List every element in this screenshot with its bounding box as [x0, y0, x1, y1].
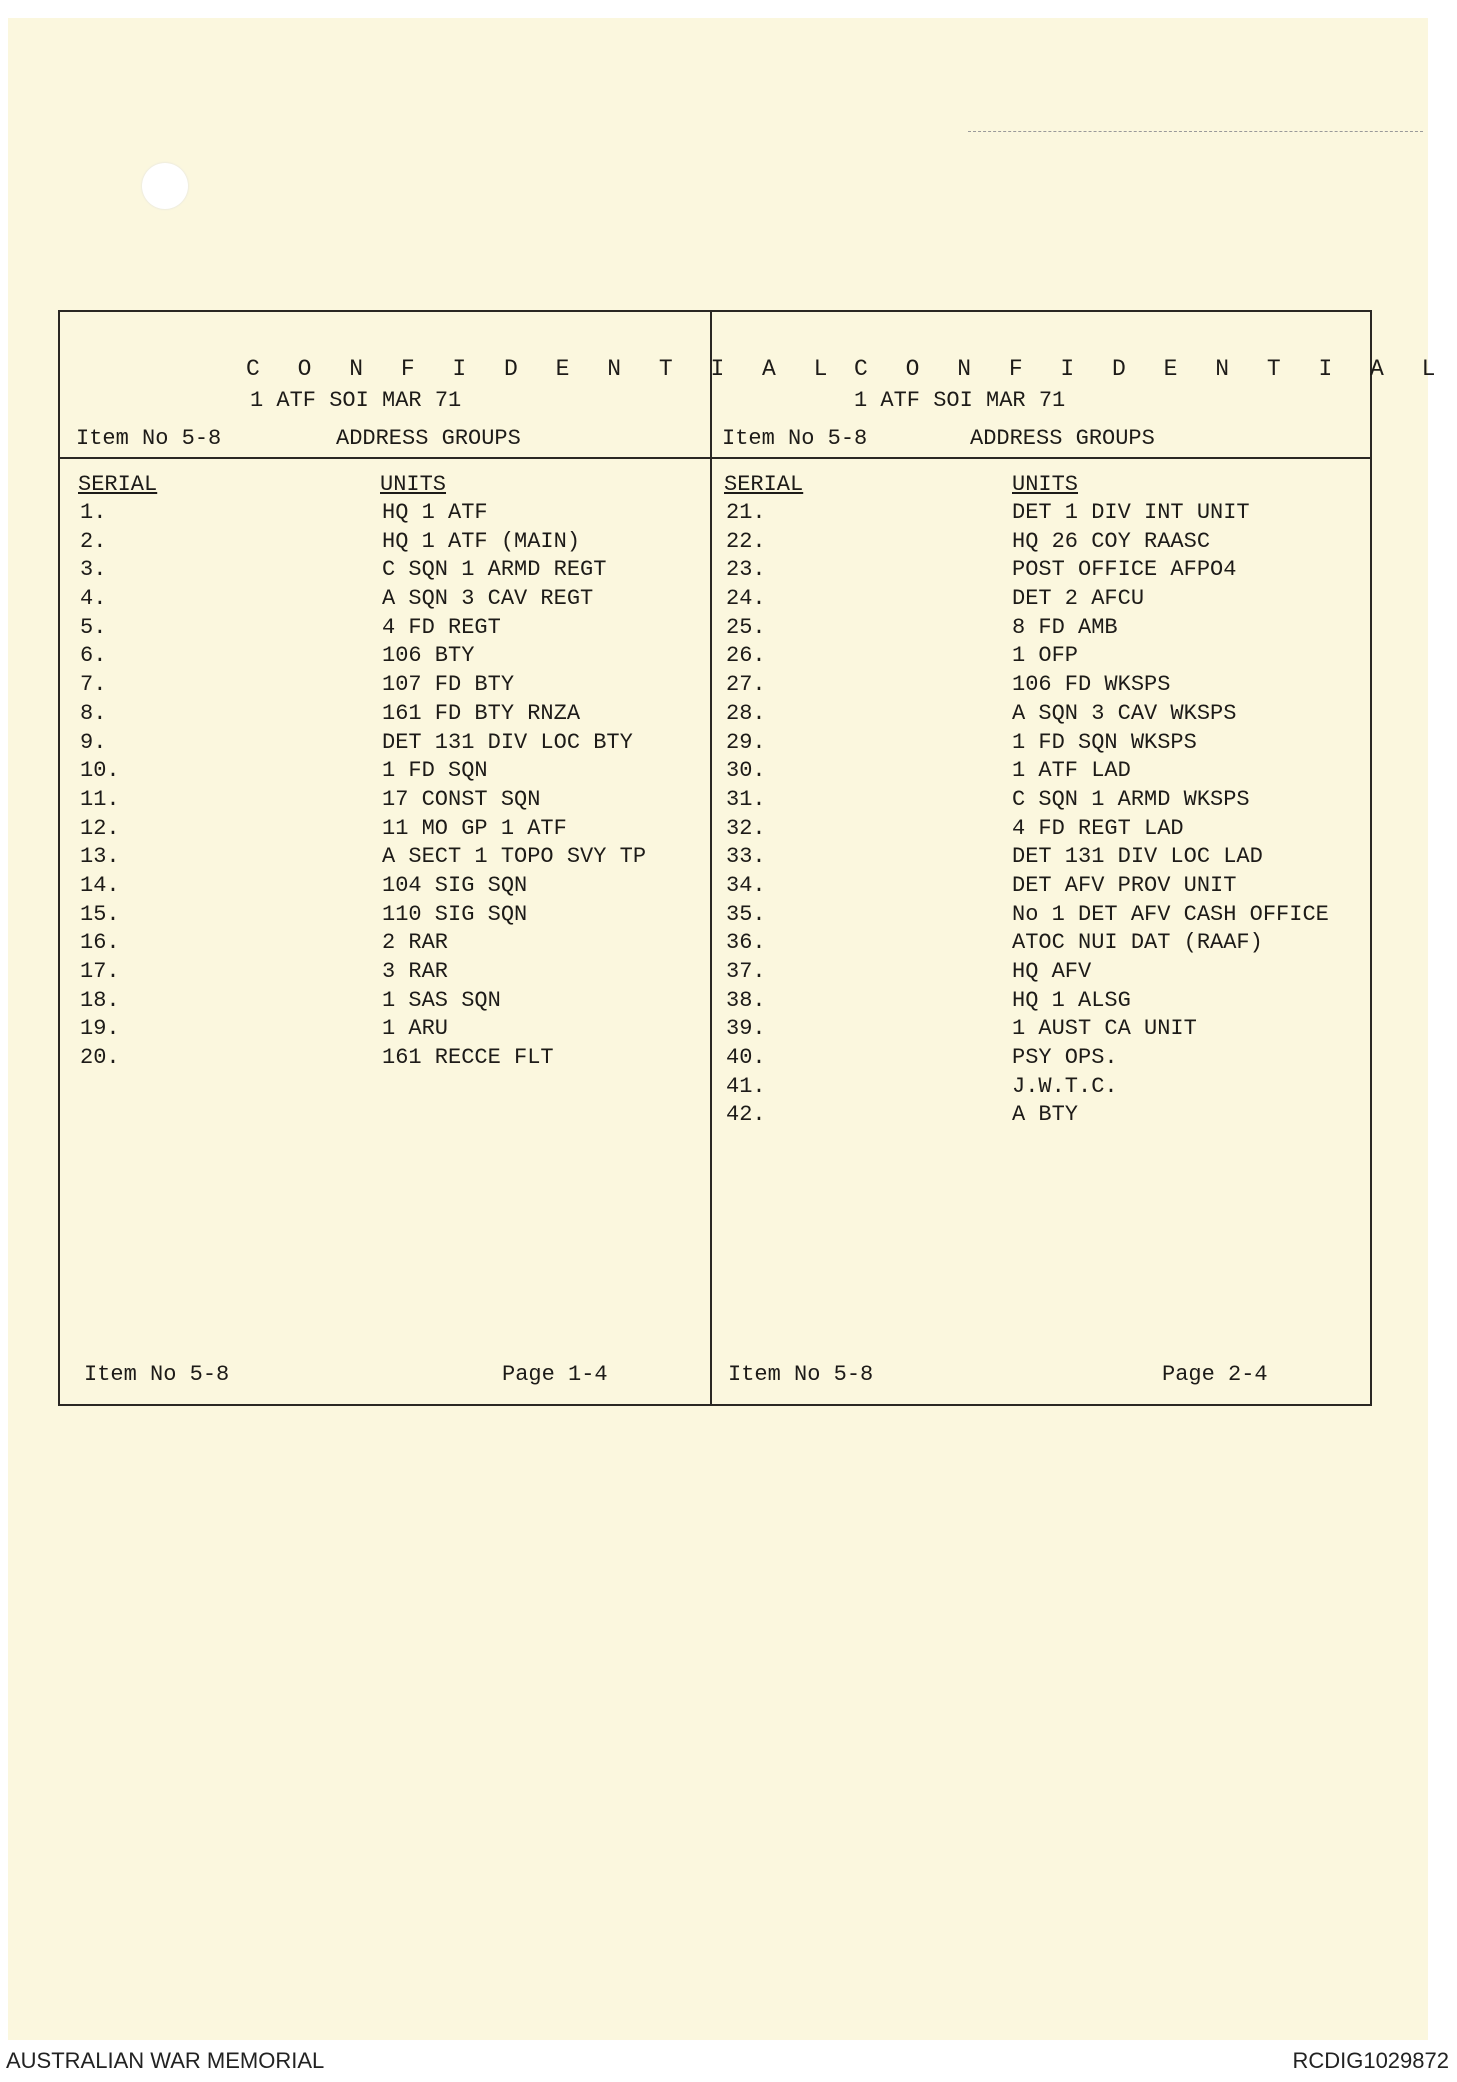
address-groups-sheet [58, 310, 1448, 1406]
unit-name: 104 SIG SQN [382, 872, 528, 898]
unit-name: 106 FD WKSPS [1012, 672, 1171, 698]
serial-number: 39. [726, 1016, 766, 1042]
list-item [712, 873, 1362, 902]
unit-name: 1 FD SQN [382, 758, 488, 784]
list-item [712, 844, 1362, 873]
serial-number: 9. [80, 729, 107, 755]
unit-name: J.W.T.C. [1012, 1073, 1118, 1099]
serial-number: 19. [80, 1016, 120, 1042]
soi-line: 1 ATF SOI MAR 71 [854, 388, 1066, 413]
classification-heading: C O N F I D E N T I A L [854, 356, 1448, 382]
footer-item-number: Item No 5-8 [84, 1362, 230, 1387]
serial-number: 22. [726, 528, 766, 554]
unit-name: 8 FD AMB [1012, 614, 1118, 640]
unit-name: DET 2 AFCU [1012, 586, 1145, 612]
serial-number: 20. [80, 1045, 120, 1071]
unit-name: 4 FD REGT [382, 614, 501, 640]
serial-number: 15. [80, 901, 120, 927]
unit-name: HQ 1 ATF (MAIN) [382, 528, 581, 554]
section-title: ADDRESS GROUPS [970, 426, 1155, 451]
list-item [60, 902, 710, 931]
list-item [60, 787, 710, 816]
serial-number: 31. [726, 786, 766, 812]
serial-number: 23. [726, 557, 766, 583]
list-item [712, 586, 1362, 615]
serial-column-header: SERIAL [724, 472, 804, 497]
soi-line: 1 ATF SOI MAR 71 [250, 388, 462, 413]
list-item [60, 988, 710, 1017]
unit-name: 4 FD REGT LAD [1012, 815, 1184, 841]
list-item [60, 557, 710, 586]
list-item [60, 615, 710, 644]
serial-number: 25. [726, 614, 766, 640]
list-item [60, 816, 710, 845]
serial-number: 3. [80, 557, 107, 583]
unit-name: PSY OPS. [1012, 1045, 1118, 1071]
unit-name: HQ 1 ATF [382, 500, 488, 525]
unit-name: ATOC NUI DAT (RAAF) [1012, 930, 1263, 956]
list-item [60, 701, 710, 730]
serial-number: 12. [80, 815, 120, 841]
classification-heading: C O N F I D E N T I A L [246, 356, 840, 382]
serial-number: 32. [726, 815, 766, 841]
unit-name: DET 131 DIV LOC BTY [382, 729, 633, 755]
unit-name: 11 MO GP 1 ATF [382, 815, 567, 841]
list-item [712, 529, 1362, 558]
list-item [712, 1102, 1362, 1131]
list-item [60, 959, 710, 988]
serial-number: 33. [726, 844, 766, 870]
list-item [60, 643, 710, 672]
unit-name: A SECT 1 TOPO SVY TP [382, 844, 647, 870]
list-item [712, 615, 1362, 644]
serial-number: 26. [726, 643, 766, 669]
unit-name: 2 RAR [382, 930, 449, 956]
unit-name: C SQN 1 ARMD REGT [382, 557, 607, 583]
list-item [712, 902, 1362, 931]
list-item [712, 1074, 1362, 1103]
unit-name: No 1 DET AFV CASH OFFICE [1012, 901, 1329, 927]
page-number: Page 1-4 [502, 1362, 608, 1387]
list-item [60, 586, 710, 615]
list-item [712, 758, 1362, 787]
document-paper [8, 18, 1448, 2040]
serial-number: 42. [726, 1102, 766, 1128]
serial-number: 40. [726, 1045, 766, 1071]
list-item [712, 930, 1362, 959]
serial-number: 24. [726, 586, 766, 612]
unit-name: HQ 1 ALSG [1012, 987, 1131, 1013]
unit-name: 106 BTY [382, 643, 475, 669]
unit-name: DET 131 DIV LOC LAD [1012, 844, 1263, 870]
list-item [712, 701, 1362, 730]
unit-name: HQ 26 COY RAASC [1012, 528, 1211, 554]
serial-number: 8. [80, 700, 107, 726]
serial-number: 37. [726, 959, 766, 984]
list-item [60, 930, 710, 959]
unit-name: 1 FD SQN WKSPS [1012, 729, 1197, 755]
serial-number: 17. [80, 959, 120, 984]
serial-number: 6. [80, 643, 107, 669]
section-title: ADDRESS GROUPS [336, 426, 521, 451]
list-item [60, 873, 710, 902]
list-item [712, 1045, 1362, 1074]
list-item [712, 672, 1362, 701]
serial-number: 4. [80, 586, 107, 612]
list-item [60, 1016, 710, 1045]
unit-name: A BTY [1012, 1102, 1079, 1128]
serial-number: 27. [726, 672, 766, 698]
serial-number: 11. [80, 786, 120, 812]
item-number: Item No 5-8 [76, 426, 222, 451]
serial-number: 35. [726, 901, 766, 927]
unit-name: 1 AUST CA UNIT [1012, 1016, 1197, 1042]
archive-credit: AUSTRALIAN WAR MEMORIAL [6, 2048, 325, 2073]
address-group-list [712, 500, 1362, 1131]
unit-name: C SQN 1 ARMD WKSPS [1012, 786, 1250, 812]
serial-number: 5. [80, 614, 107, 640]
serial-number: 14. [80, 872, 120, 898]
unit-name: DET 1 DIV INT UNIT [1012, 500, 1250, 525]
serial-number: 18. [80, 987, 120, 1013]
address-group-list [60, 500, 710, 1074]
serial-number: 36. [726, 930, 766, 956]
archive-reference: RCDIG1029872 [1292, 2048, 1449, 2073]
serial-number: 38. [726, 987, 766, 1013]
list-item [712, 557, 1362, 586]
units-column-header: UNITS [1012, 472, 1079, 497]
list-item [712, 1016, 1362, 1045]
serial-number: 2. [80, 528, 107, 554]
serial-number: 29. [726, 729, 766, 755]
serial-number: 10. [80, 758, 120, 784]
list-item [60, 672, 710, 701]
list-item [712, 816, 1362, 845]
unit-name: HQ AFV [1012, 959, 1092, 984]
page-number: Page 2-4 [1162, 1362, 1268, 1387]
pencil-mark [968, 131, 1423, 132]
list-item [712, 988, 1362, 1017]
unit-name: 1 ARU [382, 1016, 449, 1042]
list-item [60, 529, 710, 558]
unit-name: A SQN 3 CAV REGT [382, 586, 594, 612]
punch-hole [142, 163, 188, 209]
unit-name: A SQN 3 CAV WKSPS [1012, 700, 1237, 726]
unit-name: 1 ATF LAD [1012, 758, 1131, 784]
list-item [712, 643, 1362, 672]
unit-name: POST OFFICE AFPO4 [1012, 557, 1237, 583]
serial-number: 16. [80, 930, 120, 956]
unit-name: DET AFV PROV UNIT [1012, 872, 1237, 898]
list-item [60, 730, 710, 759]
footer-item-number: Item No 5-8 [728, 1362, 874, 1387]
unit-name: 3 RAR [382, 959, 449, 984]
serial-number: 30. [726, 758, 766, 784]
unit-name: 161 FD BTY RNZA [382, 700, 581, 726]
list-item [712, 959, 1362, 988]
serial-number: 21. [726, 500, 766, 525]
unit-name: 110 SIG SQN [382, 901, 528, 927]
list-item [712, 730, 1362, 759]
serial-number: 34. [726, 872, 766, 898]
serial-number: 41. [726, 1073, 766, 1099]
unit-name: 1 OFP [1012, 643, 1079, 669]
units-column-header: UNITS [380, 472, 447, 497]
serial-column-header: SERIAL [78, 472, 158, 497]
unit-name: 1 SAS SQN [382, 987, 501, 1013]
list-item [60, 1045, 710, 1074]
list-item [60, 844, 710, 873]
list-item [712, 500, 1362, 529]
unit-name: 161 RECCE FLT [382, 1045, 554, 1071]
list-item [60, 500, 710, 529]
list-item [712, 787, 1362, 816]
item-number: Item No 5-8 [722, 426, 868, 451]
serial-number: 7. [80, 672, 107, 698]
page-2-4 [712, 312, 1448, 1404]
unit-name: 17 CONST SQN [382, 786, 541, 812]
serial-number: 1. [80, 500, 107, 525]
list-item [60, 758, 710, 787]
serial-number: 28. [726, 700, 766, 726]
serial-number: 13. [80, 844, 120, 870]
unit-name: 107 FD BTY [382, 672, 515, 698]
